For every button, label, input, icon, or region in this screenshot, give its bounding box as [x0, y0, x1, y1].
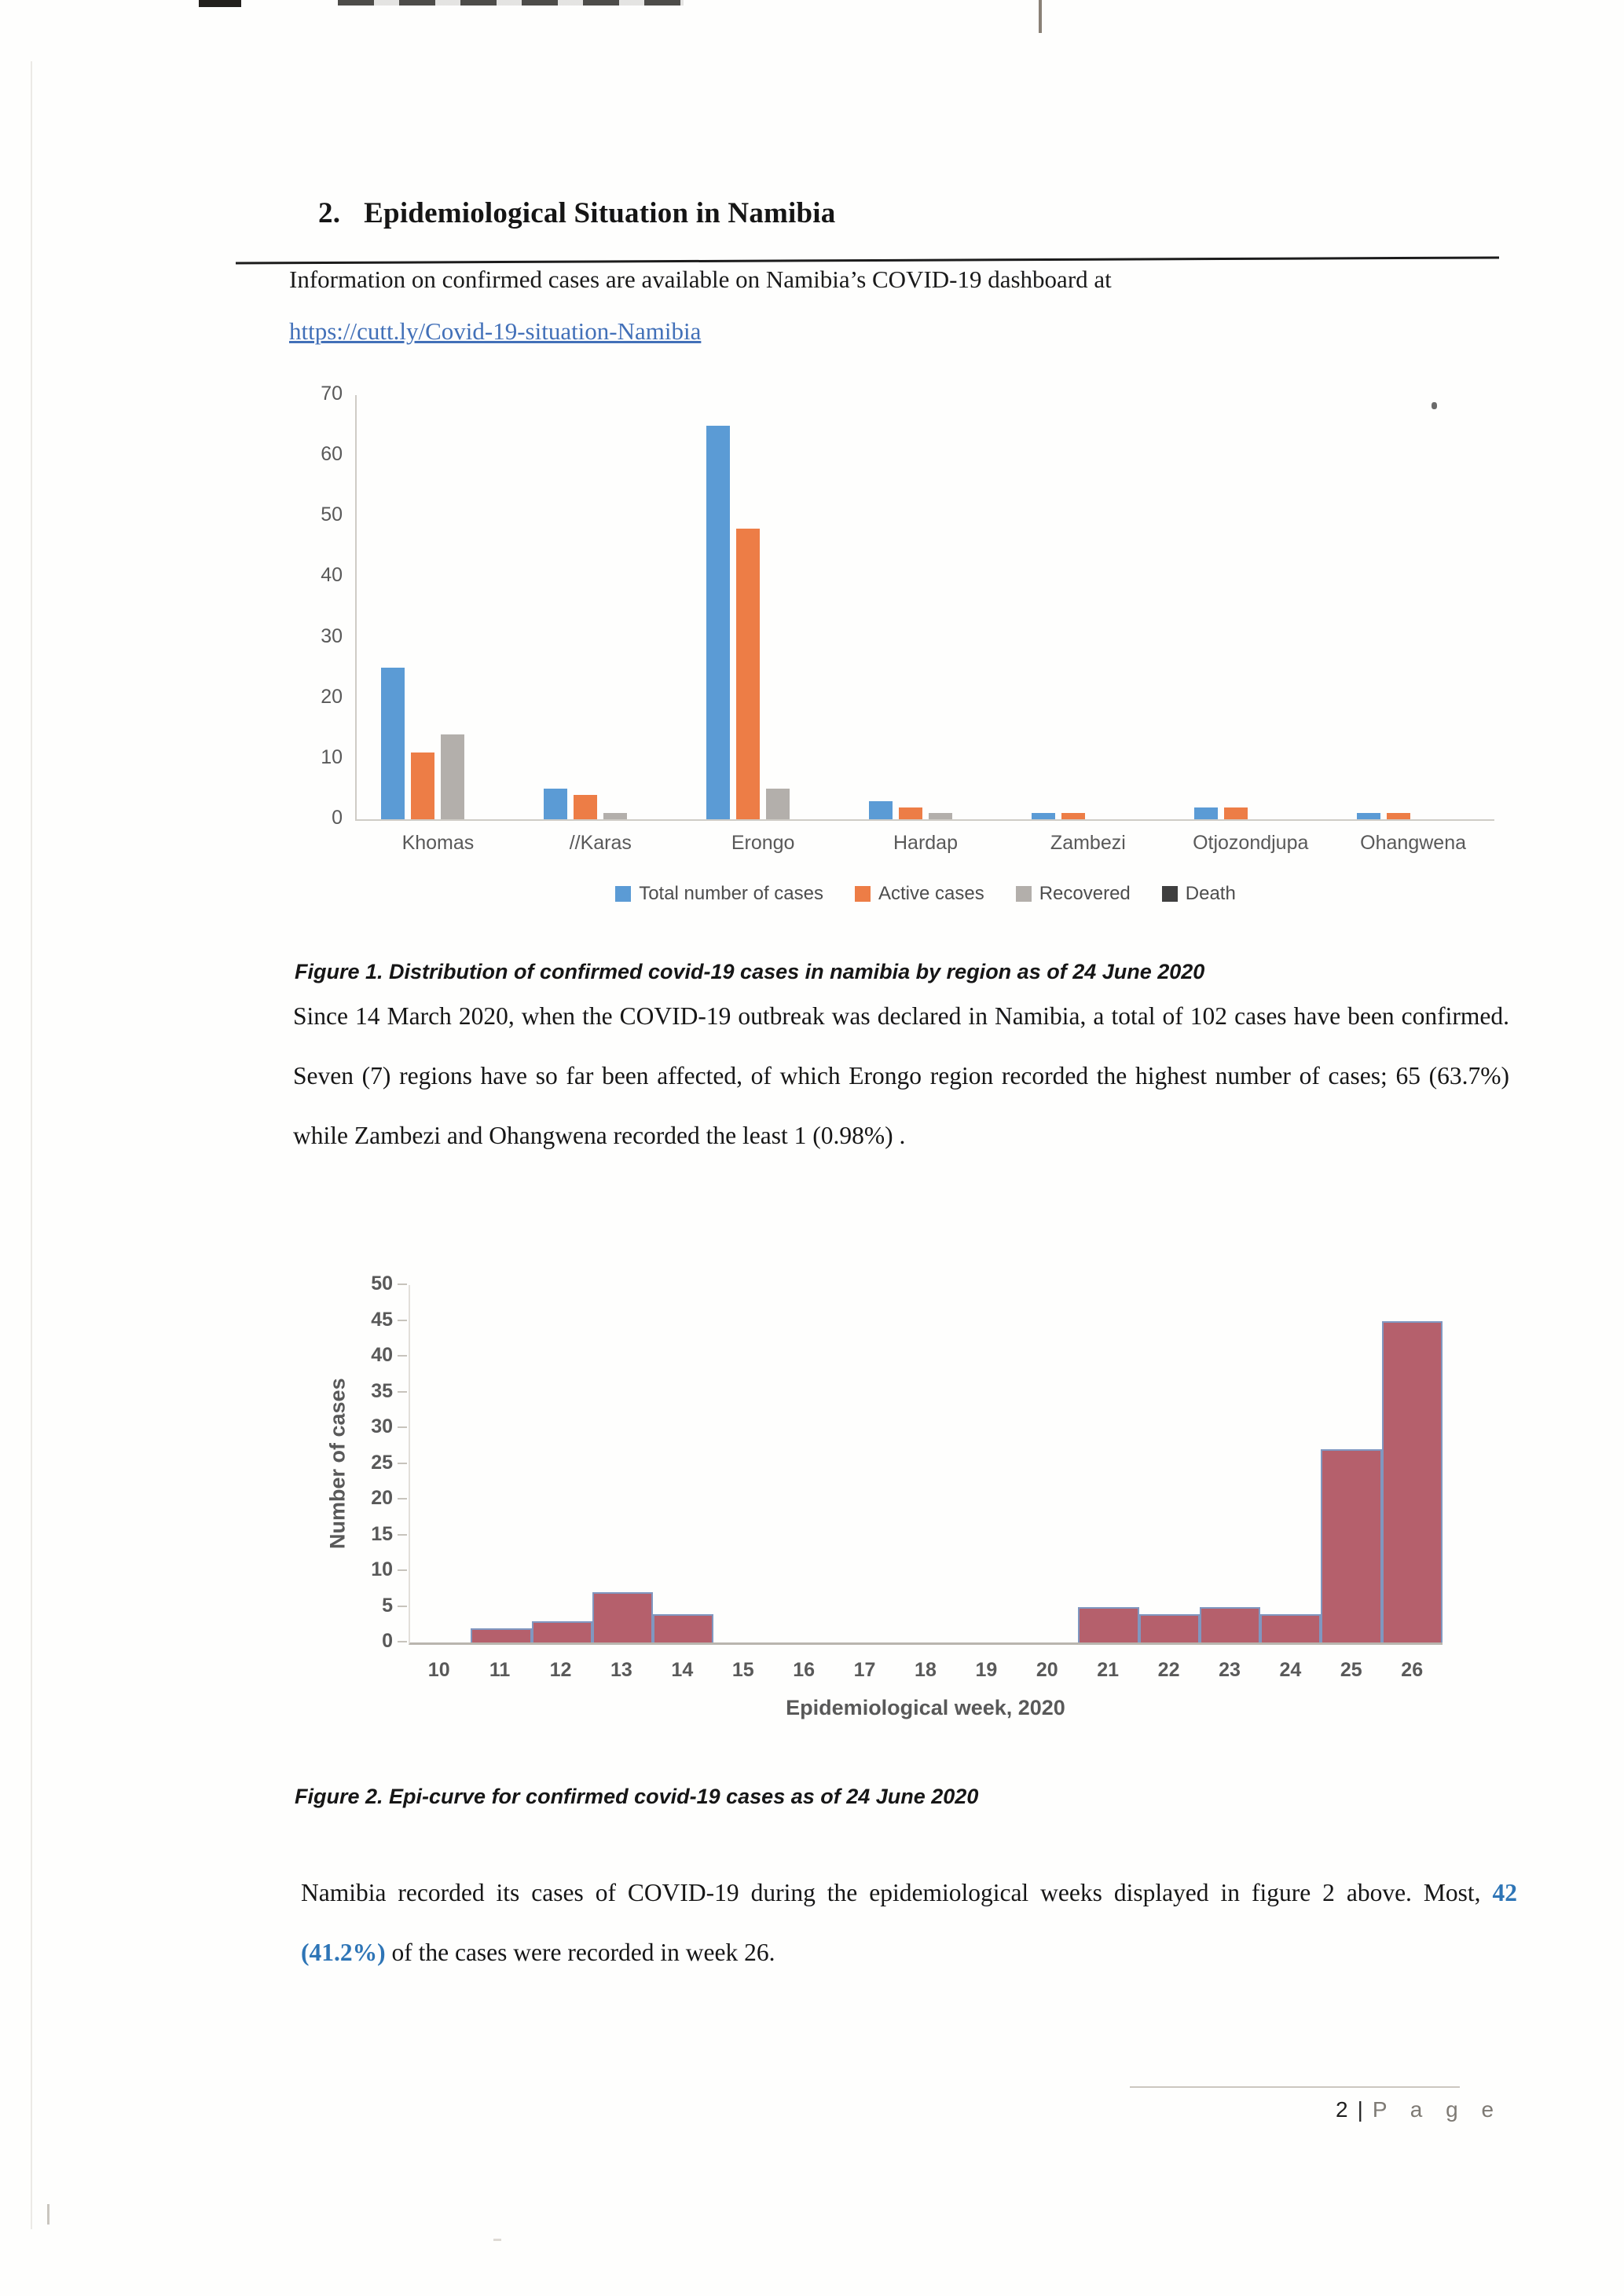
fig2-bar	[1321, 1449, 1381, 1642]
intro-text: Information on confirmed cases are available on Namibia’s COVID-19 dashboard at	[289, 265, 1112, 293]
footer-page-word: P a g e	[1372, 2097, 1503, 2122]
footer-rule	[1130, 2086, 1460, 2088]
legend-label: Recovered	[1039, 883, 1131, 904]
fig1-bar	[574, 795, 597, 819]
paragraph2-before: Namibia recorded its cases of COVID-19 during the epidemiological weeks displayed in figure 2 above. Most,	[301, 1879, 1493, 1906]
fig2-y-tick-mark	[398, 1569, 407, 1571]
fig2-y-tick-label: 15	[371, 1522, 393, 1545]
fig1-bar	[766, 789, 790, 819]
fig1-y-tick-label: 0	[332, 807, 343, 829]
fig2-week-label: 21	[1097, 1659, 1120, 1681]
fig1-bar	[736, 529, 760, 819]
fig1-legend-item	[615, 883, 823, 905]
fig2-y-tick-mark	[398, 1320, 407, 1321]
fig2-week-label: 18	[915, 1659, 937, 1681]
fig2-bar	[471, 1628, 531, 1642]
fig2-y-tick-mark	[398, 1606, 407, 1607]
fig2-y-tick-label: 50	[371, 1273, 393, 1294]
fig2-y-tick-mark	[398, 1355, 407, 1357]
fig2-bar	[1382, 1321, 1443, 1643]
fig2-y-tick-mark	[398, 1426, 407, 1428]
legend-label: Active cases	[878, 883, 984, 904]
fig2-week-label: 14	[671, 1659, 694, 1681]
fig1-bar	[1032, 813, 1055, 819]
fig1-bar-group	[519, 789, 682, 819]
fig2-week-label: 23	[1219, 1659, 1241, 1681]
heading-underline	[236, 256, 1499, 264]
fig2-week-label: 10	[427, 1659, 450, 1681]
fig1-bar	[899, 807, 922, 819]
fig2-week-label: 22	[1157, 1659, 1180, 1681]
fig1-bar	[441, 734, 464, 819]
fig1-y-tick-label: 70	[321, 383, 343, 405]
scan-smudge-artifact	[338, 0, 684, 5]
fig1-bar	[544, 789, 567, 819]
fig1-region-label: Hardap	[893, 832, 958, 854]
fig2-y-axis	[357, 1273, 409, 1652]
fig2-y-tick-mark	[398, 1391, 407, 1393]
fig2-week-label: 17	[853, 1659, 876, 1681]
fig2-bar	[532, 1621, 592, 1642]
fig2-week-label: 11	[489, 1659, 511, 1681]
fig2-y-tick-mark	[398, 1283, 407, 1285]
fig2-y-tick-label: 25	[371, 1451, 393, 1474]
fig2-y-tick-label: 0	[382, 1630, 393, 1652]
body-paragraph-1: Since 14 March 2020, when the COVID-19 outbreak was declared in Namibia, a total of 102 cases have been confirmed. Seven (7) regions have so far been affected, of which Erongo region recorded the highest number of cases; 65 (63.7%) while Zambezi and Ohangwena recorded the least 1 (0.98%) .	[293, 1002, 1509, 1149]
legend-label: Death	[1185, 883, 1236, 904]
fig1-y-tick-label: 20	[321, 685, 343, 708]
legend-swatch-icon	[855, 886, 871, 902]
fig2-week-label: 20	[1036, 1659, 1058, 1681]
fig1-bar	[603, 813, 627, 819]
fig2-week-slot	[1382, 1321, 1443, 1643]
scan-line-artifact	[1039, 0, 1042, 33]
fig2-y-tick-label: 30	[371, 1415, 393, 1437]
fig1-bar	[1357, 813, 1380, 819]
legend-label: Total number of cases	[639, 883, 823, 904]
fig1-bar-group	[682, 426, 845, 819]
fig1-bar-group	[1006, 813, 1169, 819]
fig2-y-tick-label: 10	[371, 1558, 393, 1580]
fig1-bar	[1194, 807, 1218, 819]
fig2-y-tick-label: 40	[371, 1344, 393, 1366]
fig1-y-axis	[308, 383, 355, 829]
fig2-week-label: 24	[1279, 1659, 1302, 1681]
fig1-plot-area	[355, 395, 1494, 821]
legend-swatch-icon	[1016, 886, 1032, 902]
fig2-bar	[1260, 1614, 1321, 1642]
paragraph2-after: of the cases were recorded in week 26.	[385, 1939, 775, 1966]
fig2-week-slot	[1078, 1607, 1138, 1643]
fig2-y-tick-label: 35	[371, 1379, 393, 1402]
fig2-week-slot	[653, 1614, 713, 1642]
figure2-caption: Figure 2. Epi-curve for confirmed covid-19 cases as of 24 June 2020	[295, 1785, 979, 1808]
fig1-x-axis	[357, 821, 1494, 855]
fig1-bar	[381, 668, 405, 819]
fig1-legend-item	[1016, 883, 1131, 905]
scan-edge-artifact	[31, 61, 32, 2229]
fig1-region-label: Erongo	[731, 832, 795, 854]
fig1-region-label: //Karas	[569, 832, 632, 854]
fig2-bar	[1200, 1607, 1260, 1643]
legend-swatch-icon	[615, 886, 631, 902]
fig1-legend	[357, 883, 1494, 905]
fig2-week-slot	[1139, 1614, 1200, 1642]
fig2-week-label: 26	[1401, 1659, 1424, 1681]
dashboard-link[interactable]: https://cutt.ly/Covid-19-situation-Namibia	[289, 317, 702, 345]
section-heading	[318, 196, 1497, 230]
fig2-bar	[592, 1592, 653, 1642]
scan-smudge-artifact	[199, 0, 241, 7]
fig2-week-slot	[1200, 1607, 1260, 1643]
fig2-week-label: 19	[975, 1659, 998, 1681]
fig1-bar-group	[1169, 807, 1332, 819]
scan-speck-artifact	[47, 2204, 49, 2225]
fig2-week-label: 13	[610, 1659, 632, 1681]
fig2-x-axis-title: Epidemiological week, 2020	[786, 1696, 1065, 1719]
fig2-week-label: 12	[549, 1659, 572, 1681]
fig1-y-tick-label: 40	[321, 564, 343, 587]
fig1-region-label: Otjozondjupa	[1193, 832, 1309, 854]
fig1-bar	[411, 753, 434, 819]
fig1-y-tick-label: 10	[321, 745, 343, 768]
fig1-bar	[929, 813, 952, 819]
scan-speck-artifact	[493, 2239, 501, 2241]
fig1-bar	[706, 426, 730, 819]
figure2-chart	[319, 1273, 1443, 1720]
fig1-region-label: Khomas	[401, 832, 475, 854]
section-number: 2.	[318, 197, 341, 229]
fig2-week-slot	[1321, 1449, 1381, 1642]
fig1-bar-group	[357, 668, 519, 819]
fig1-bar-group	[845, 801, 1007, 819]
fig2-week-label: 25	[1340, 1659, 1362, 1681]
fig1-y-tick-label: 50	[321, 504, 343, 526]
fig2-y-axis-title: Number of cases	[325, 1378, 350, 1550]
page-footer	[1336, 2097, 1502, 2122]
footer-separator: |	[1357, 2097, 1363, 2122]
fig1-y-tick-label: 60	[321, 443, 343, 466]
fig2-y-tick-label: 20	[371, 1487, 393, 1509]
fig2-y-tick-label: 5	[382, 1594, 393, 1617]
fig2-week-label: 15	[731, 1659, 754, 1681]
fig2-y-tick-label: 45	[371, 1308, 393, 1331]
fig2-week-slot	[471, 1628, 531, 1642]
fig2-plot-area	[409, 1285, 1443, 1645]
fig1-bar-group	[1332, 813, 1494, 819]
body-paragraph-2	[301, 1863, 1517, 1983]
fig2-bar	[1139, 1614, 1200, 1642]
figure1-chart	[308, 383, 1494, 905]
legend-swatch-icon	[1162, 886, 1178, 902]
fig1-region-label: Ohangwena	[1360, 832, 1466, 854]
fig2-week-slot	[1260, 1614, 1321, 1642]
fig2-bar	[1078, 1607, 1138, 1643]
fig2-x-axis	[409, 1645, 1443, 1682]
fig1-legend-item	[1162, 883, 1236, 905]
figure1-caption: Figure 1. Distribution of confirmed covid-19 cases in namibia by region as of 24 June 2020	[295, 960, 1205, 983]
fig1-region-label: Zambezi	[1050, 832, 1126, 854]
fig2-y-tick-mark	[398, 1534, 407, 1536]
fig2-bar	[653, 1614, 713, 1642]
fig1-bar	[1387, 813, 1410, 819]
fig1-bar	[869, 801, 893, 819]
fig1-y-tick-label: 30	[321, 624, 343, 647]
fig1-bar	[1061, 813, 1085, 819]
fig2-y-tick-mark	[398, 1463, 407, 1464]
fig2-week-label: 16	[793, 1659, 816, 1681]
fig1-legend-item	[855, 883, 984, 905]
fig1-bar	[1224, 807, 1248, 819]
section-title: Epidemiological Situation in Namibia	[364, 197, 836, 229]
highlighted-statistic: 42 (41.2%)	[301, 1879, 1517, 1966]
fig2-week-slot	[592, 1592, 653, 1642]
fig2-y-tick-mark	[398, 1641, 407, 1642]
page-number: 2	[1336, 2097, 1348, 2122]
fig2-week-slot	[532, 1621, 592, 1642]
fig2-y-tick-mark	[398, 1498, 407, 1500]
